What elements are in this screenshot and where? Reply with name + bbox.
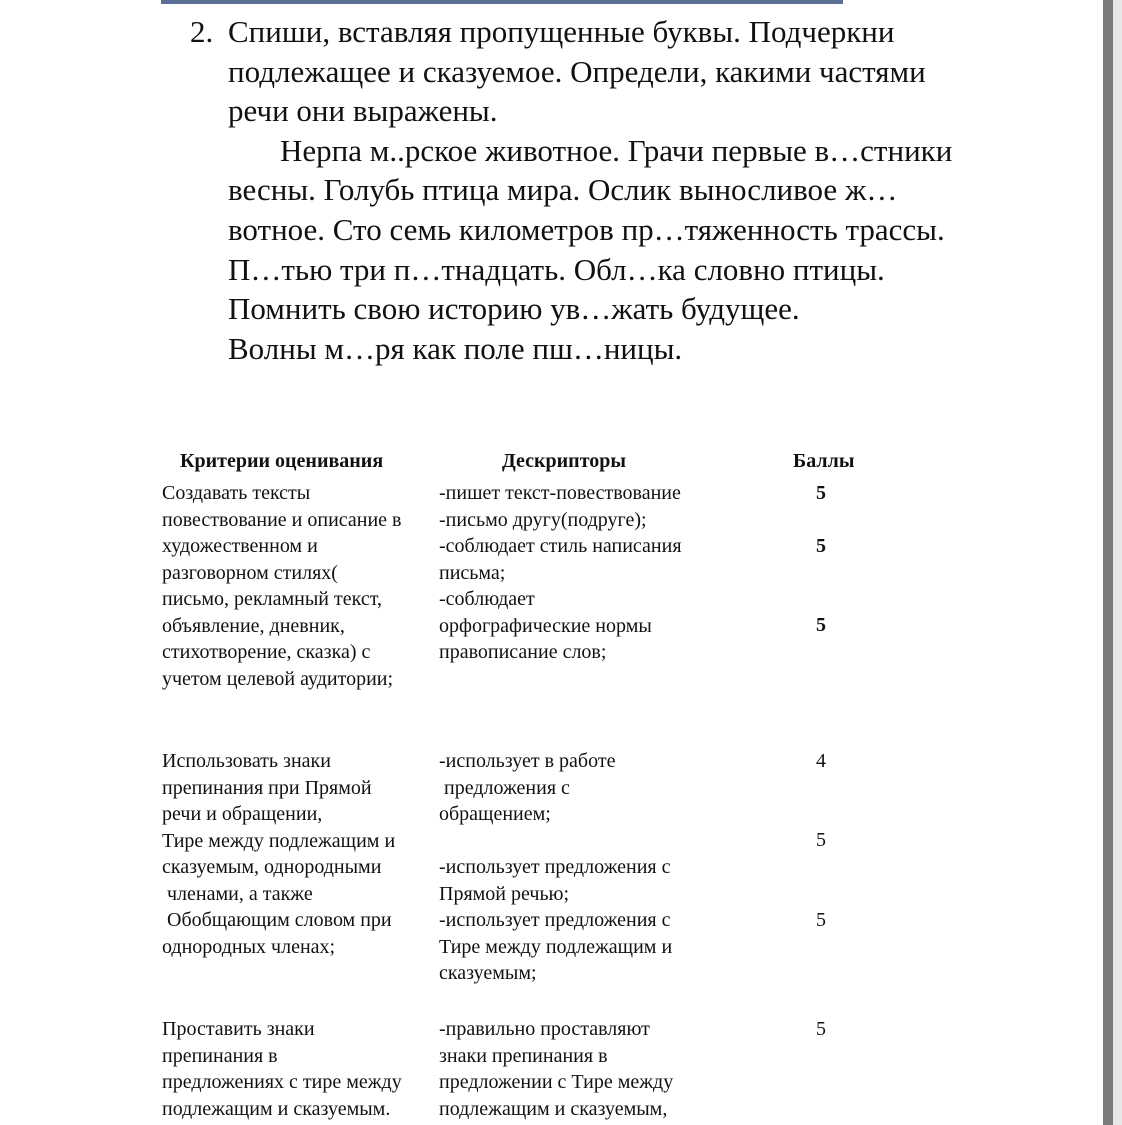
exercise-line: весны. Голубь птица мира. Ослик выносливое ж… xyxy=(228,172,898,208)
descriptor-line: -правильно проставляют xyxy=(439,1018,650,1040)
row1-points-1: 5 xyxy=(816,482,826,504)
exercise-line: Волны м…ря как поле пш…ницы. xyxy=(228,330,683,366)
row3-criteria xyxy=(162,1016,402,1122)
descriptor-line: подлежащим и сказуемым, xyxy=(439,1097,668,1120)
criteria-line: однородных членах; xyxy=(162,935,336,958)
row1-points-2: 5 xyxy=(816,535,826,557)
descriptor-line: правописание слов; xyxy=(439,641,607,663)
row1-criteria xyxy=(162,480,402,692)
row2-descriptors xyxy=(439,748,672,987)
criteria-line: сказуемым, однородными xyxy=(162,856,382,878)
descriptor-line: предложении с Тире между xyxy=(439,1071,674,1093)
criteria-line: Обобщающим словом при xyxy=(162,909,392,931)
descriptor-line: -соблюдает стиль написания xyxy=(439,535,682,557)
exercise-line: Помнить свою историю ув…жать будущее. xyxy=(228,291,800,327)
criteria-line: предложениях с тире между xyxy=(162,1071,402,1093)
page-right-shadow xyxy=(1103,0,1113,1125)
criteria-line: подлежащим и сказуемым. xyxy=(162,1097,391,1120)
descriptor-line: Прямой речью; xyxy=(439,882,570,905)
criteria-line: художественном и xyxy=(162,535,318,557)
criteria-line: повествование и описание в xyxy=(162,508,402,531)
descriptor-line: сказуемым; xyxy=(439,962,537,984)
instruction-line: Спиши, вставляя пропущенные буквы. Подчеркни xyxy=(228,14,895,49)
criteria-line: Создавать тексты xyxy=(162,482,311,504)
descriptor-line: знаки препинания в xyxy=(439,1044,608,1067)
table-header-row xyxy=(0,450,1100,480)
row2-criteria xyxy=(162,748,395,960)
exercise-line: вотное. Сто семь километров пр…тяженность трассы. xyxy=(228,211,945,247)
row2-points-3: 5 xyxy=(816,909,826,931)
descriptor-line: -использует предложения с xyxy=(439,856,671,878)
descriptor-line: орфографические нормы xyxy=(439,614,652,637)
descriptor-spacer xyxy=(439,828,672,855)
descriptor-line: -соблюдает xyxy=(439,588,535,610)
row1-points-3: 5 xyxy=(816,614,826,636)
criteria-line: речи и обращении, xyxy=(162,803,323,825)
descriptor-line: письма; xyxy=(439,561,506,584)
exercise-line: П…тью три п…тнадцать. Обл…ка словно птицы. xyxy=(228,251,885,287)
page-right-margin xyxy=(1113,0,1122,1125)
criteria-line: письмо, рекламный текст, xyxy=(162,588,382,610)
exercise-line: Нерпа м..рское животное. Грачи первые в…стники xyxy=(280,132,953,168)
descriptor-line: обращением; xyxy=(439,803,551,825)
row3-descriptors xyxy=(439,1016,673,1122)
row2-points-2: 5 xyxy=(816,829,826,851)
criteria-line: препинания в xyxy=(162,1044,278,1067)
descriptor-line: -использует в работе xyxy=(439,750,616,772)
criteria-line: Проставить знаки xyxy=(162,1018,315,1040)
criteria-line: членами, а также xyxy=(162,882,313,905)
criteria-line: препинания при Прямой xyxy=(162,776,372,799)
task-body xyxy=(228,12,1090,368)
descriptor-line: -письмо другу(подруге); xyxy=(439,508,647,531)
page-top-border xyxy=(161,0,843,4)
criteria-line: учетом целевой аудитории; xyxy=(162,667,394,690)
descriptor-line: Тире между подлежащим и xyxy=(439,935,673,958)
header-points: Баллы xyxy=(793,450,855,472)
task-number: 2. xyxy=(190,14,214,49)
criteria-line: Тире между подлежащим и xyxy=(162,829,396,852)
row3-points-1: 5 xyxy=(816,1018,826,1040)
header-criteria: Критерии оценивания xyxy=(180,450,384,472)
criteria-line: объявление, дневник, xyxy=(162,614,345,637)
criteria-line: стихотворение, сказка) с xyxy=(162,641,371,663)
descriptor-line: предложения с xyxy=(439,776,570,799)
descriptor-line: -пишет текст-повествование xyxy=(439,482,681,504)
row1-descriptors xyxy=(439,480,682,666)
criteria-line: разговорном стилях( xyxy=(162,561,338,584)
task-block xyxy=(190,12,1090,368)
header-descriptors: Дескрипторы xyxy=(502,450,626,472)
row2-points-1: 4 xyxy=(816,750,826,772)
instruction-line: подлежащее и сказуемое. Определи, какими частями xyxy=(228,53,926,89)
descriptor-line: -использует предложения с xyxy=(439,909,671,931)
criteria-line: Использовать знаки xyxy=(162,750,331,772)
instruction-line: речи они выражены. xyxy=(228,93,498,129)
